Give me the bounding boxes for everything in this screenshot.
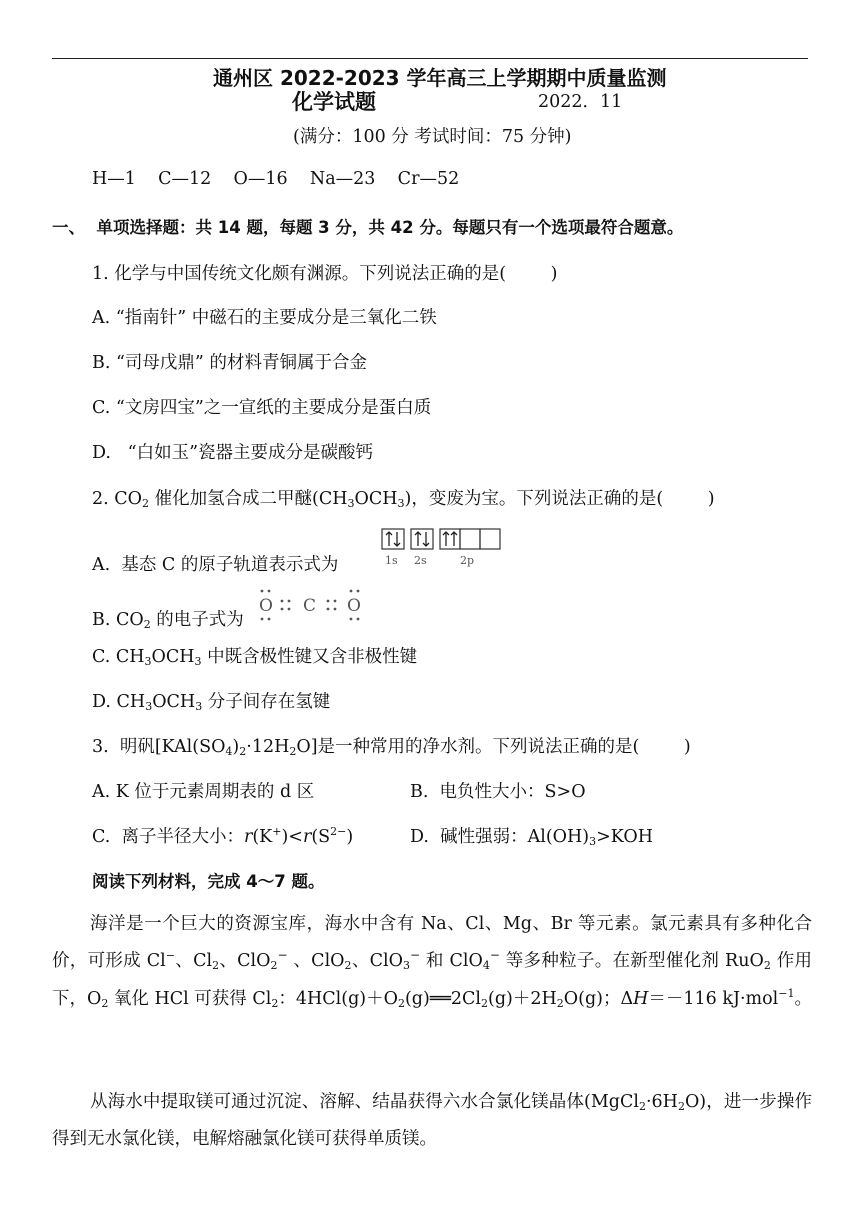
lewis-atom-c: C: [303, 596, 317, 616]
q2-option-d: D. $CH_3OCH_3$ 分子间存在氢键: [92, 692, 331, 713]
q3-option-a: A. K 位于元素周期表的 d 区: [92, 782, 315, 802]
orbital-box-2p-2: [460, 529, 480, 549]
q1-option-b: B. “司母戊鼎” 的材料青铜属于合金: [92, 353, 367, 373]
top-rule: [52, 58, 808, 59]
orbital-box-2p-3: [480, 529, 500, 549]
exam-date: 2022．11: [538, 92, 623, 112]
spin-up-arrow: [386, 532, 392, 546]
spin-up-arrow: [415, 532, 421, 546]
q2-option-a: A. 基态 C 的原子轨道表示式为: [92, 555, 339, 575]
spin-down-arrow: [394, 532, 400, 546]
reading-paragraph-2: 从海水中提取镁可通过沉淀、溶解、结晶获得六水合氯化镁晶体$(MgCl_2\cdot 6H_2O)$，进一步操作得到无水氯化镁，电解熔融氯化镁可获得单质镁。: [52, 1092, 812, 1149]
reading-paragraph-1: 海洋是一个巨大的资源宝库，海水中含有 Na、Cl、Mg、Br 等元素。氯元素具有多种化合价，可形成 Cl−、$Cl_2$、ClO$_2$− 、ClO$_2$、ClO$_3$− 和 ClO$_4$− 等多种粒子。在新型催化剂 RuO$_2$ 作用下，$O_2$ 氧化 HCl 可获得 $Cl_2$：$4HCl(g)+O_2(g)══2Cl_2(g)+2H_2O(g)$；ΔH＝－116 kJ·mol$^{-1}$。: [52, 914, 812, 1010]
co2-lewis-structure: [256, 585, 368, 625]
orbital-label-1s: 1s: [385, 554, 398, 567]
exam-subtitle: 化学试题: [292, 90, 376, 114]
q3-option-b: B. 电负性大小：S>O: [410, 782, 586, 802]
exam-title: 通州区 2022-2023 学年高三上学期期中质量监测: [213, 66, 667, 90]
spin-up-arrow: [451, 532, 457, 546]
q3-option-d: D. 碱性强弱：$Al(OH)_3>KOH$: [410, 827, 653, 848]
orbital-diagram: [381, 527, 505, 571]
q2-option-c: C. $CH_3OCH_3$ 中既含极性键又含非极性键: [92, 647, 418, 668]
atomic-masses: H—1 C—12 O—16 Na—23 Cr—52: [92, 169, 460, 189]
lewis-atom-o2: O: [347, 596, 361, 616]
exam-meta: (满分：100 分 考试时间：75 分钟): [293, 127, 572, 147]
orbital-label-2p: 2p: [460, 554, 475, 567]
section-heading: 一、 单项选择题：共 14 题，每题 3 分，共 42 分。每题只有一个选项最符合题意。: [52, 218, 684, 237]
q2-option-b: B. $CO_2$ 的电子式为: [92, 610, 244, 631]
orbital-box-1s: [382, 529, 404, 549]
question-3-stem: 3. 明矾$[KAl(SO_4)_2\cdot 12H_2O]$是一种常用的净水剂。下列说法正确的是( ): [92, 737, 691, 758]
q3-option-c: C. 离子半径大小：$r(K^+)<r(S^{2-})$: [92, 825, 354, 847]
question-2-stem: 2. $CO_2$ 催化加氢合成二甲醚$(CH_3OCH_3)$，变废为宝。下列说法正确的是( ): [92, 489, 715, 510]
q1-option-c: C. “文房四宝”之一宣纸的主要成分是蛋白质: [92, 398, 432, 418]
reading-heading: 阅读下列材料，完成 4～7 题。: [92, 872, 325, 891]
spin-up-arrow: [443, 532, 449, 546]
question-1-stem: 1. 化学与中国传统文化颇有渊源。下列说法正确的是( ): [92, 264, 558, 284]
q1-option-d: D. “白如玉”瓷器主要成分是碳酸钙: [92, 443, 374, 463]
orbital-box-2s: [411, 529, 433, 549]
orbital-box-2p-1: [440, 529, 460, 549]
q1-option-a: A. “指南针” 中磁石的主要成分是三氧化二铁: [92, 308, 437, 328]
orbital-label-2s: 2s: [414, 554, 427, 567]
spin-down-arrow: [423, 532, 429, 546]
lewis-atom-o1: O: [259, 596, 273, 616]
